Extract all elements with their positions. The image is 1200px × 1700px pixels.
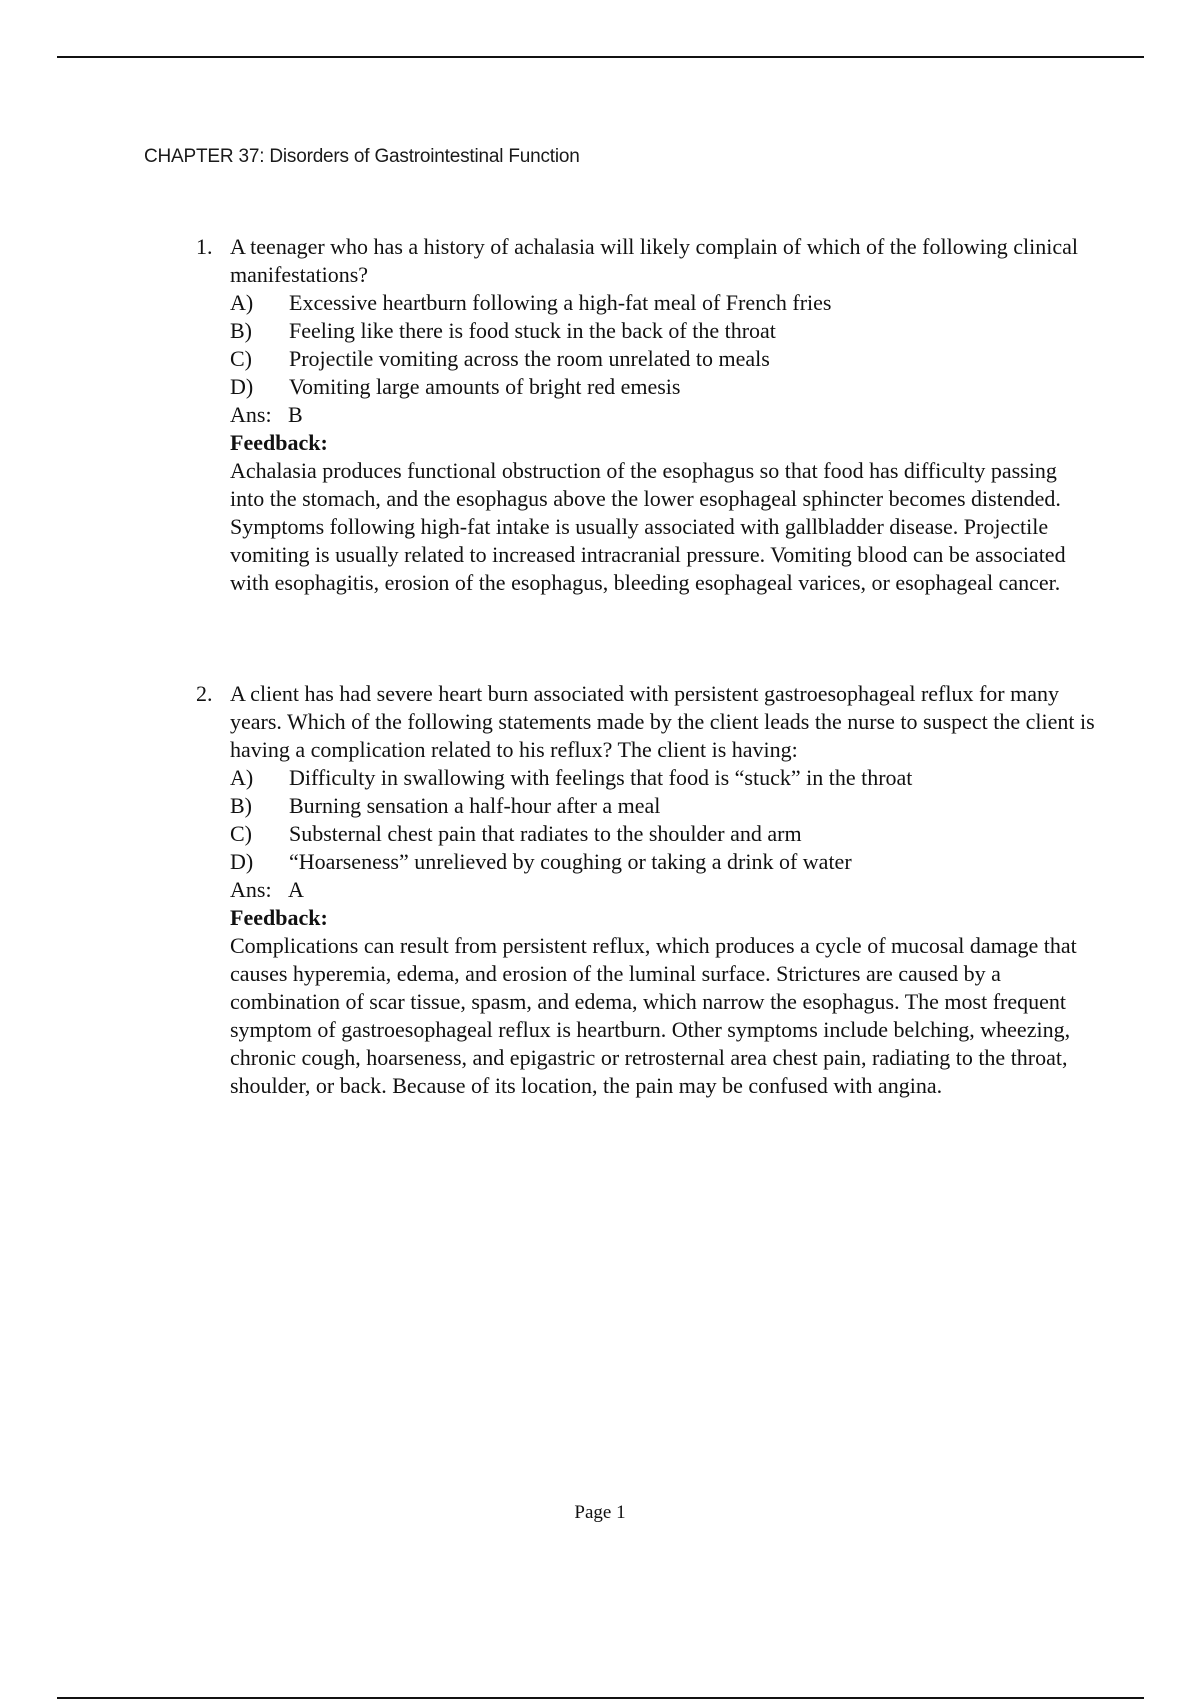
option-letter: C) — [230, 821, 252, 846]
chapter-title: CHAPTER 37: Disorders of Gastrointestinal Function — [144, 146, 580, 167]
option-list — [230, 764, 1096, 876]
feedback-label: Feedback: — [230, 430, 328, 455]
option-letter: C) — [230, 346, 252, 371]
top-rule — [57, 56, 1144, 58]
bottom-rule — [57, 1697, 1144, 1699]
feedback-text: Complications can result from persistent reflux, which produces a cycle of mucosal damage that causes hyperemia, edema, and erosion of the luminal surface. Strictures are caused by a combination of scar tissue, spasm, and edema, which narrow the esophagus. The most frequent symptom of gastroesophageal reflux is heartburn. Other symptoms include belching, wheezing, chronic cough, hoarseness, and epigastric or retrosternal area chest pain, radiating to the throat, shoulder, or back. Because of its location, the pain may be confused with angina. — [230, 933, 1077, 1098]
option-a — [230, 289, 1096, 317]
option-d — [230, 848, 1096, 876]
option-a — [230, 764, 1096, 792]
page-number: Page 1 — [574, 1502, 626, 1523]
question-1 — [196, 233, 1096, 597]
option-list — [230, 289, 1096, 401]
option-text: Burning sensation a half-hour after a meal — [289, 793, 661, 818]
option-text: Feeling like there is food stuck in the back of the throat — [289, 318, 776, 343]
option-letter: D) — [230, 849, 254, 874]
option-text: “Hoarseness” unrelieved by coughing or taking a drink of water — [289, 849, 852, 874]
answer-label: Ans: — [230, 402, 272, 427]
option-text: Difficulty in swallowing with feelings that food is “stuck” in the throat — [289, 765, 913, 790]
option-text: Excessive heartburn following a high-fat meal of French fries — [289, 290, 832, 315]
question-2 — [196, 680, 1096, 1100]
answer-line — [230, 876, 1096, 904]
option-letter: A) — [230, 765, 254, 790]
option-b — [230, 317, 1096, 345]
option-text: Substernal chest pain that radiates to the shoulder and arm — [289, 821, 802, 846]
option-d — [230, 373, 1096, 401]
option-c — [230, 345, 1096, 373]
question-stem: A teenager who has a history of achalasia will likely complain of which of the following clinical manifestations? — [230, 234, 1078, 287]
feedback-label: Feedback: — [230, 905, 328, 930]
option-letter: B) — [230, 793, 252, 818]
answer-value: B — [288, 402, 303, 427]
question-number: 1. — [196, 234, 213, 259]
option-b — [230, 792, 1096, 820]
answer-line — [230, 401, 1096, 429]
option-letter: B) — [230, 318, 252, 343]
option-c — [230, 820, 1096, 848]
answer-value: A — [288, 877, 304, 902]
question-number: 2. — [196, 681, 213, 706]
question-stem: A client has had severe heart burn associated with persistent gastroesophageal reflux for many years. Which of the following statements made by the client leads the nurse to suspect the client is having a complication related to his reflux? The client is having: — [230, 681, 1095, 762]
feedback-text: Achalasia produces functional obstruction of the esophagus so that food has difficulty passing into the stomach, and the esophagus above the lower esophageal sphincter becomes distended. Symptoms following high-fat intake is usually associated with gallbladder disease. Projectile vomiting is usually related to increased intracranial pressure. Vomiting blood can be associated with esophagitis, erosion of the esophagus, bleeding esophageal varices, or esophageal cancer. — [230, 458, 1066, 595]
option-text: Projectile vomiting across the room unrelated to meals — [289, 346, 770, 371]
option-letter: A) — [230, 290, 254, 315]
option-text: Vomiting large amounts of bright red emesis — [289, 374, 681, 399]
answer-label: Ans: — [230, 877, 272, 902]
option-letter: D) — [230, 374, 254, 399]
